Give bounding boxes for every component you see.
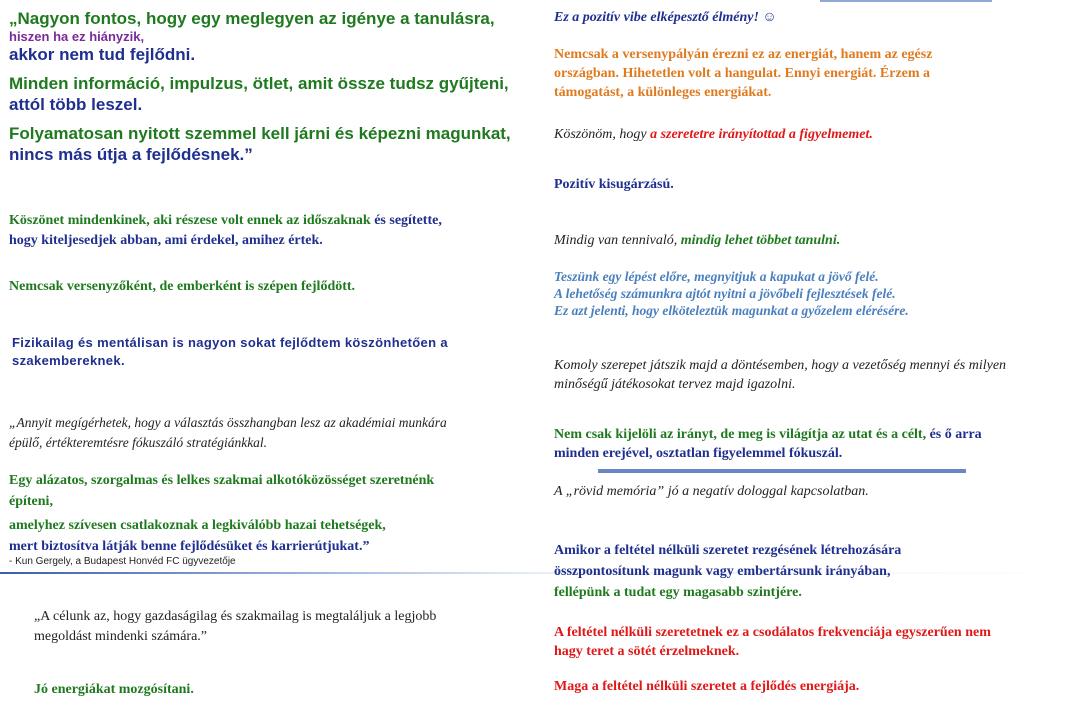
direction-line-1b: és ő arra <box>929 427 982 442</box>
goal-line-2: megoldást mindenki számára.” <box>34 629 207 644</box>
step-line-3: Ez azt jelenti, hogy elköteleztük magunkat a győzelem elérésére. <box>554 303 909 318</box>
thanks-line-2: hogy kiteljesedjek abban, ami érdekel, amihez értek. <box>9 233 323 248</box>
step-line-1: Teszünk egy lépést előre, megnyitjuk a kapukat a jövő felé. <box>554 269 879 284</box>
attention-part-a: Köszönöm, hogy <box>554 127 651 142</box>
community-line-4: mert biztosítva látják benne fejlődésüket és karrierútjukat.” <box>9 539 370 554</box>
intro-line-3: akkor nem tud fejlődni. <box>9 45 196 64</box>
country-line-1: Nemcsak a versenypályán érezni ez az energiát, hanem az egész <box>554 47 933 62</box>
thanks-line-1b: és segítette, <box>374 213 442 228</box>
info-quote <box>9 73 509 115</box>
love-line-1: Amikor a feltétel nélküli szeretet rezgésének létrehozására <box>554 543 902 558</box>
intro-quote <box>9 9 495 65</box>
strategy-line-1: „Annyit megígérhetek, hogy a választás összhangban lesz az akadémiai munkára <box>9 415 447 430</box>
info-line-1: Minden információ, impulzus, ötlet, amit össze tudsz gyűjteni, <box>9 74 509 93</box>
competitor-text: Nemcsak versenyzőként, de emberként is szépen fejlődött. <box>9 279 356 294</box>
physical-line-1: Fizikailag és mentálisan is nagyon sokat fejlődtem köszönhetően a <box>12 335 448 350</box>
learn-part-a: Mindig van tennivaló, <box>554 233 681 248</box>
role-line-1: Komoly szerepet játszik majd a döntésemben, hogy a vezetőség mennyi és milyen <box>554 358 1007 373</box>
love-text <box>554 540 901 603</box>
thanks-line-1a: Köszönet mindenkinek, aki részese volt ennek az időszaknak <box>9 213 375 228</box>
love-line-2: összpontosítunk magunk vagy embertársunk irányában, <box>554 564 891 579</box>
right-divider <box>598 469 966 473</box>
step-line-2: A lehetőség számunkra ajtót nyitni a jövőbeli fejlesztések felé. <box>554 286 896 301</box>
quote-attribution: - Kun Gergely, a Budapest Honvéd FC ügyvezetője <box>9 556 236 567</box>
goal-line-1: „A célunk az, hogy gazdaságilag és szakmailag is megtaláljuk a legjobb <box>34 609 437 624</box>
role-line-2: minőségű játékosokat tervez majd igazolni. <box>554 377 796 392</box>
goal-quote <box>34 607 436 647</box>
country-line-3: támogatást, a különleges energiákat. <box>554 85 772 100</box>
info-line-2: attól több leszel. <box>9 95 143 114</box>
source-text: Maga a feltétel nélküli szeretet a fejlődés energiája. <box>554 679 860 694</box>
memory-text: A „rövid memória” jó a negatív dologgal kapcsolatban. <box>554 484 869 499</box>
top-right-divider <box>820 0 992 2</box>
vibe-text: Ez a pozitív vibe elképesztő élmény! ☺ <box>554 10 777 25</box>
strategy-quote <box>9 413 447 453</box>
step-text <box>554 268 909 319</box>
attention-part-b: a szeretetre irányítottad a figyelmemet. <box>650 127 873 142</box>
energy-text: Jó energiákat mozgósítani. <box>34 682 194 697</box>
open-line-1: Folyamatosan nyitott szemmel kell járni és képezni magunkat, <box>9 124 511 143</box>
learn-part-b: mindig lehet többet tanulni. <box>680 233 841 248</box>
frequency-line-1: A feltétel nélküli szeretetnek ez a csodálatos frekvenciája egyszerűen nem <box>554 625 991 640</box>
community-line-1: Egy alázatos, szorgalmas és lelkes szakmai alkotóközösséget szeretnénk <box>9 473 435 488</box>
community-quote <box>9 470 434 557</box>
intro-line-1: „Nagyon fontos, hogy egy meglegyen az igénye a tanulásra, <box>9 9 495 28</box>
thanks-text <box>9 211 442 251</box>
open-quote <box>9 123 511 165</box>
strategy-line-2: épülő, értékteremtésre fókuszáló stratégiánkkal. <box>9 435 268 450</box>
direction-line-2: minden erejével, osztatlan figyelemmel fókuszál. <box>554 446 843 461</box>
intro-line-2: hiszen ha ez hiányzik, <box>9 29 145 44</box>
left-divider <box>0 572 540 574</box>
community-line-3: amelyhez szívesen csatlakoznak a legkiválóbb hazai tehetségek, <box>9 518 386 533</box>
community-line-2: építeni, <box>9 494 53 509</box>
learn-text <box>554 232 840 250</box>
physical-text <box>12 334 448 370</box>
love-line-3: fellépünk a tudat egy magasabb szintjére. <box>554 585 802 600</box>
open-line-2: nincs más útja a fejlődésnek.” <box>9 145 253 164</box>
frequency-line-2: hagy teret a sötét érzelmeknek. <box>554 644 740 659</box>
country-line-2: országban. Hihetetlen volt a hangulat. Ennyi energiát. Érzem a <box>554 66 931 81</box>
attention-text <box>554 126 873 144</box>
physical-line-2: szakembereknek. <box>12 353 125 368</box>
direction-line-1a: Nem csak kijelöli az irányt, de meg is világítja az utat és a célt, <box>554 427 930 442</box>
direction-text <box>554 425 982 463</box>
country-text <box>554 45 932 102</box>
frequency-text <box>554 623 991 661</box>
role-text <box>554 356 1006 394</box>
radiance-text: Pozitív kisugárzású. <box>554 177 674 192</box>
